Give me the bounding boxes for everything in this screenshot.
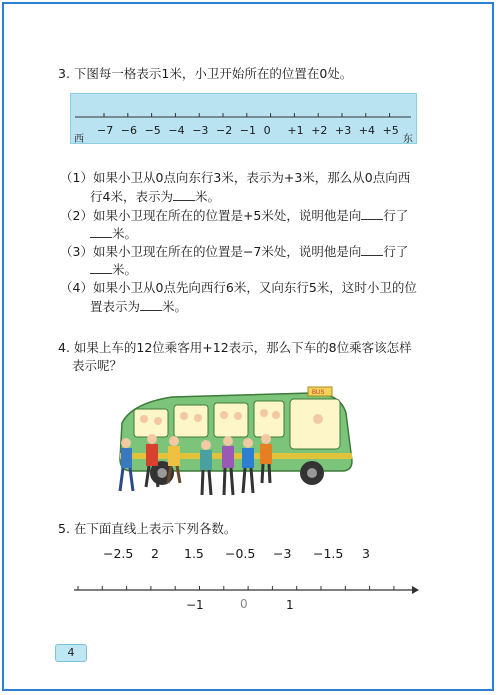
q3-part2-line2: 米。: [90, 225, 137, 242]
q3-number-line: [71, 94, 418, 145]
q3-tick-label: −3: [192, 124, 209, 137]
q3-tick-label: −5: [144, 124, 161, 137]
answer-blank[interactable]: [140, 298, 162, 311]
bus-sign: BUS: [312, 390, 325, 396]
q5-title: 5. 在下面直线上表示下列各数。: [58, 521, 237, 536]
q5-number: 2: [151, 546, 159, 561]
q3-part3-line2: 米。: [90, 261, 137, 278]
q4-line2: 表示呢？: [72, 358, 123, 373]
answer-blank[interactable]: [90, 261, 112, 274]
page-number-badge: 4: [55, 644, 87, 662]
east-label: 东: [403, 134, 413, 145]
q3-tick-label: −6: [120, 124, 138, 137]
axis-label-0: 0: [240, 597, 248, 611]
q5-number: −3: [273, 546, 292, 561]
q3-tick-label: +3: [335, 124, 352, 137]
q3-tick-label: −7: [97, 124, 114, 137]
q3-tick-label: +2: [311, 124, 328, 137]
west-label: 西: [74, 134, 84, 145]
bus-illustration: [112, 383, 362, 501]
answer-blank[interactable]: [173, 188, 195, 201]
answer-blank[interactable]: [361, 243, 383, 256]
q5-number: −1.5: [313, 546, 344, 561]
q3-tick-label: +4: [358, 124, 376, 137]
q3-part2-line1: （2）如果小卫现在所在的位置是+5米处，说明他是向 行了: [60, 208, 409, 223]
q3-part4-line2: 置表示为 米。: [90, 299, 188, 314]
q5-number: −0.5: [225, 546, 256, 561]
q3-tick-label: 0: [263, 124, 271, 137]
answer-blank[interactable]: [361, 207, 383, 220]
q3-tick-label: −2: [216, 124, 233, 137]
q3-part1-line2: 行4米，表示为 米。: [90, 189, 220, 204]
q3-tick-label: +1: [287, 124, 304, 137]
q3-tick-label: −1: [239, 124, 257, 137]
q5-number: −2.5: [103, 546, 134, 561]
answer-blank[interactable]: [90, 225, 112, 238]
axis-label-neg1: −1: [186, 598, 204, 612]
q5-number: 1.5: [184, 546, 204, 561]
q3-part3-line1: （3）如果小卫现在所在的位置是−7米处，说明他是向 行了: [60, 244, 409, 259]
q5-number: 3: [362, 546, 370, 561]
q3-part1-line1: （1）如果小卫从0点向东行3米，表示为+3米，那么从0点向西: [60, 170, 411, 185]
number-line-box: [70, 93, 417, 144]
q3-tick-label: +5: [382, 124, 399, 137]
q3-part4-line1: （4）如果小卫从0点先向西行6米，又向东行5米，这时小卫的位: [60, 280, 417, 295]
q3-tick-label: −4: [168, 124, 185, 137]
axis-label-1: 1: [286, 598, 294, 612]
q4-line1: 4. 如果上车的12位乘客用+12表示，那么下车的8位乘客该怎样: [58, 340, 412, 355]
q3-title: 3. 下图每一格表示1米，小卫开始所在的位置在0处。: [58, 66, 353, 81]
